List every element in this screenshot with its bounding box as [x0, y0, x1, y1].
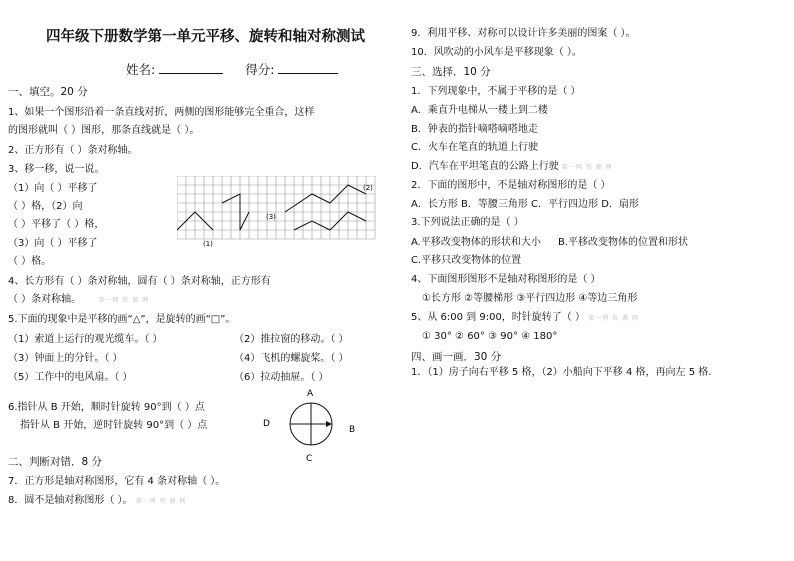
- section-1-heading: 一、填空。20 分: [8, 86, 88, 98]
- q7: 7．正方形是轴对称图形，它有 4 条对称轴（ ）。: [8, 476, 226, 487]
- circle-label-a: A: [307, 389, 314, 399]
- section-3-heading: 三、选择．10 分: [411, 66, 491, 78]
- watermark: 第一网 资 源 网: [135, 498, 187, 505]
- m3-option-b: B.平移改变物体的位置和形状: [558, 237, 689, 248]
- m1-option-a: A．乘直升电梯从一楼上到二楼: [411, 105, 548, 116]
- q5-item-3: （3）钟面上的分针。（ ）: [8, 353, 123, 364]
- name-blank[interactable]: [159, 62, 223, 74]
- q8: 8．圆不是轴对称图形（ ）。: [8, 495, 133, 506]
- q3-line-a: （1）向（ ）平移了: [8, 183, 98, 194]
- grid-label-3: (3): [266, 213, 276, 221]
- q4-line-a: 4、长方形有（ ）条对称轴，圆有（ ）条对称轴，正方形有: [8, 276, 271, 287]
- m1-option-d-row: [411, 160, 613, 174]
- m4: 4、下面图形图形不是轴对称图形的是（ ）: [411, 274, 601, 285]
- m2: 2．下面的图形中，不是轴对称图形的是（ ）: [411, 180, 611, 191]
- m1-option-d: D．汽车在平坦笔直的公路上行驶: [411, 161, 559, 172]
- name-score-row: [126, 62, 342, 76]
- section-4-heading: 四、画一画．30 分: [411, 351, 502, 363]
- circle-label-b: B: [349, 425, 356, 435]
- m3-option-c: C.平移只改变物体的位置: [411, 255, 522, 266]
- grid-lines: [177, 176, 375, 239]
- q6-line-a: 6.指针从 B 开始，顺时针旋转 90°到（ ）点: [8, 402, 205, 413]
- q3-line-d: （3）向（ ）平移了: [8, 238, 98, 249]
- q5-item-1: （1）索道上运行的观光缆车。（ ）: [8, 334, 163, 345]
- score-blank[interactable]: [278, 62, 338, 74]
- m1-option-b: B．钟表的指针嘀嗒嘀嗒地走: [411, 124, 538, 135]
- q3-line-c: （ ）平移了（ ）格，: [8, 219, 105, 230]
- q8-row: [8, 494, 186, 508]
- q1-line-a: 1、如果一个图形沿着一条直线对折，两侧的图形能够完全重合，这样: [8, 107, 315, 118]
- q5-item-4: （4）飞机的螺旋桨。（ ）: [234, 353, 349, 364]
- m4-options: ①长方形 ②等腰梯形 ③平行四边形 ④等边三角形: [422, 293, 638, 304]
- grid-label-1: (1): [203, 240, 213, 248]
- grid-label-2: (2): [363, 184, 373, 192]
- q2: 2、正方形有（ ）条对称轴。: [8, 145, 138, 156]
- shape-paths: [177, 185, 366, 230]
- section-2-heading: 二、判断对错．8 分: [8, 456, 103, 468]
- circle-label-d: D: [263, 419, 270, 429]
- score-label: 得分:: [245, 62, 275, 77]
- m1: 1．下列现象中，不属于平移的是（ ）: [411, 86, 581, 97]
- q3: 3、移一移，说一说。: [8, 164, 105, 175]
- translation-grid-figure: [177, 176, 377, 248]
- m5-options: ① 30° ② 60° ③ 90° ④ 180°: [422, 331, 558, 342]
- m5-row: [411, 311, 639, 325]
- page-title: 四年级下册数学第一单元平移、旋转和轴对称测试: [46, 28, 365, 45]
- q9: 9．利用平移、对称可以设计许多美丽的图案（ ）。: [411, 28, 636, 39]
- q4-line-b: [8, 293, 149, 307]
- watermark: 第一网 资 源 网: [98, 297, 150, 304]
- watermark: 第一网 资 源 网: [588, 315, 639, 322]
- q10: 10．风吹动的小风车是平移现象（ ）。: [411, 47, 582, 58]
- q5-item-5: （5）工作中的电风扇。（ ）: [8, 372, 133, 383]
- rotation-circle-figure: [255, 384, 365, 464]
- q4-line-b-text: （ ）条对称轴。: [8, 294, 82, 305]
- m3: 3.下列说法正确的是（ ）: [411, 217, 524, 228]
- q1-line-b: 的图形就叫（ ）图形，那条直线就是（ ）。: [8, 125, 200, 136]
- q3-line-b: （ ）格，（2）向: [8, 201, 83, 212]
- q6-line-b: 指针从 B 开始，逆时针旋转 90°到（ ）点: [20, 420, 208, 431]
- watermark: 第一网 资 源 网: [561, 164, 613, 171]
- name-label: 姓名:: [126, 62, 156, 77]
- q5-item-6: （6）拉动抽屉。（ ）: [234, 372, 329, 383]
- q5: 5.下面的现象中是平移的画“△”，是旋转的画“□”。: [8, 314, 236, 325]
- q3-line-e: （ ）格。: [8, 256, 52, 267]
- d1: 1．（1）房子向右平移 5 格，（2）小船向下平移 4 格，再向左 5 格．: [411, 367, 719, 378]
- m1-option-c: C．火车在笔直的轨道上行驶: [411, 142, 538, 153]
- m3-option-a: A.平移改变物体的形状和大小: [411, 237, 541, 248]
- m2-options: A．长方形 B．等腰三角形 C．平行四边形 D．扇形: [411, 199, 639, 210]
- circle-label-c: C: [306, 454, 313, 464]
- q5-item-2: （2）推拉窗的移动。（ ）: [234, 334, 349, 345]
- pointer-arrowhead: [326, 421, 332, 427]
- m5: 5、从 6:00 到 9:00，时针旋转了（ ）: [411, 312, 585, 323]
